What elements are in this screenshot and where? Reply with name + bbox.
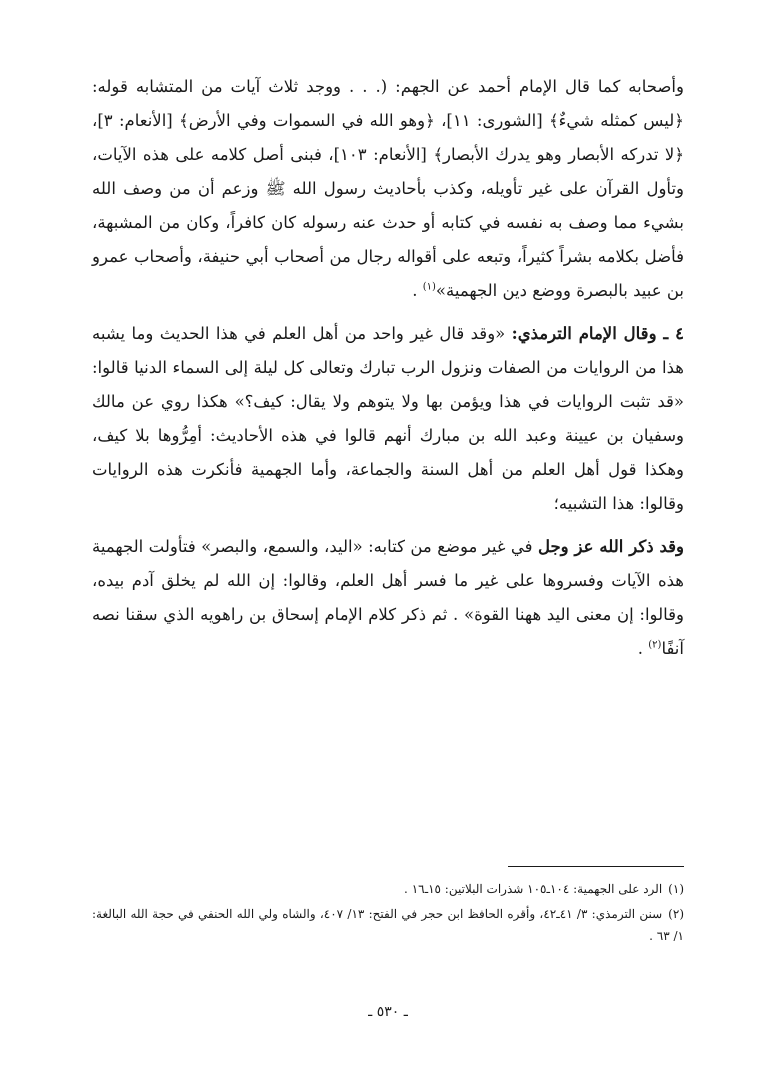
paragraph-end: . [412, 281, 423, 300]
paragraph-text: في غير موضع من كتابه: «اليد، والسمع، والبصر» فتأولت الجهمية هذه الآيات وفسروها على غير ما فسر أهل العلم، وقالوا: إن الله لم يخلق آدم بيده، وقالوا: إن معنى اليد ههنا القوة» . ثم ذكر كلام الإمام إسحاق بن راهويه الذي سقنا نصه آنفًا [92, 537, 684, 658]
footnote-text: سنن الترمذي: ٣/ ٤١ـ٤٢، وأقره الحافظ ابن حجر في الفتح: ١٣/ ٤٠٧، والشاه ولي الله الحنفي في حجة الله البالغة: ١/ ٦٣ . [92, 907, 684, 943]
footnotes [92, 878, 684, 950]
paragraph-end: . [637, 639, 649, 658]
footnote-number: (٢) [668, 907, 684, 921]
footnote-ref-2: (٢) [648, 639, 662, 651]
paragraph-heading: وقد ذكر الله عز وجل [537, 537, 684, 556]
footnote-1 [92, 878, 684, 900]
paragraph-tirmidhi [92, 317, 684, 521]
paragraph-ahmad-quote [92, 70, 684, 308]
page-number: ـ ٥٣٠ ـ [368, 1004, 408, 1020]
main-text [92, 70, 684, 666]
footnote-divider [508, 866, 684, 867]
paragraph-allah-mentioned [92, 530, 684, 666]
footnote-2 [92, 903, 684, 947]
paragraph-heading: وقال الإمام الترمذي: [511, 324, 657, 343]
book-page [92, 70, 684, 1030]
paragraph-text: «وقد قال غير واحد من أهل العلم في هذا الحديث وما يشبه هذا من الروايات من الصفات ونزول الرب تبارك وتعالى كل ليلة إلى السماء الدنيا قالوا: «قد تثبت الروايات في هذا ويؤمن بها ولا يتوهم ولا يقال: كيف؟» هكذا روي عن مالك وسفيان بن عيينة وعبد الله بن مبارك أنهم قالوا في هذه الأحاديث: أمِرُّوها بلا كيف، وهكذا قول أهل العلم من أهل السنة والجماعة، وأما الجهمية فأنكرت هذه الروايات وقالوا: هذا التشبيه؛ [92, 324, 684, 513]
paragraph-text: وأصحابه كما قال الإمام أحمد عن الجهم: (. . . ووجد ثلاث آيات من المتشابه قوله: ﴿ليس كمثله شيءٌ﴾ [الشورى: ١١]، ﴿وهو الله في السموات وفي الأرض﴾ [الأنعام: ٣]، ﴿لا تدركه الأبصار وهو يدرك الأبصار﴾ [الأنعام: ١٠٣]، فبنى أصل كلامه على هذه الآيات، وتأول القرآن على غير تأويله، وكذب بأحاديث رسول الله ﷺ وزعم أن من وصف الله بشيء مما وصف به نفسه في كتابه أو حدث عنه رسوله كان كافراً، وكان من المشبهة، فأضل بكلامه بشراً كثيراً، وتبعه على أقواله رجال من أصحاب أبي حنيفة، وأصحاب عمرو بن عبيد بالبصرة ووضع دين الجهمية» [92, 77, 684, 300]
footnote-ref-1: (١) [422, 281, 436, 293]
footnote-text: الرد على الجهمية: ١٠٤ـ١٠٥ شذرات البلاتين: ١٥ـ١٦ . [404, 882, 663, 896]
item-number: ٤ ـ [656, 324, 685, 343]
footnote-number: (١) [668, 882, 684, 896]
